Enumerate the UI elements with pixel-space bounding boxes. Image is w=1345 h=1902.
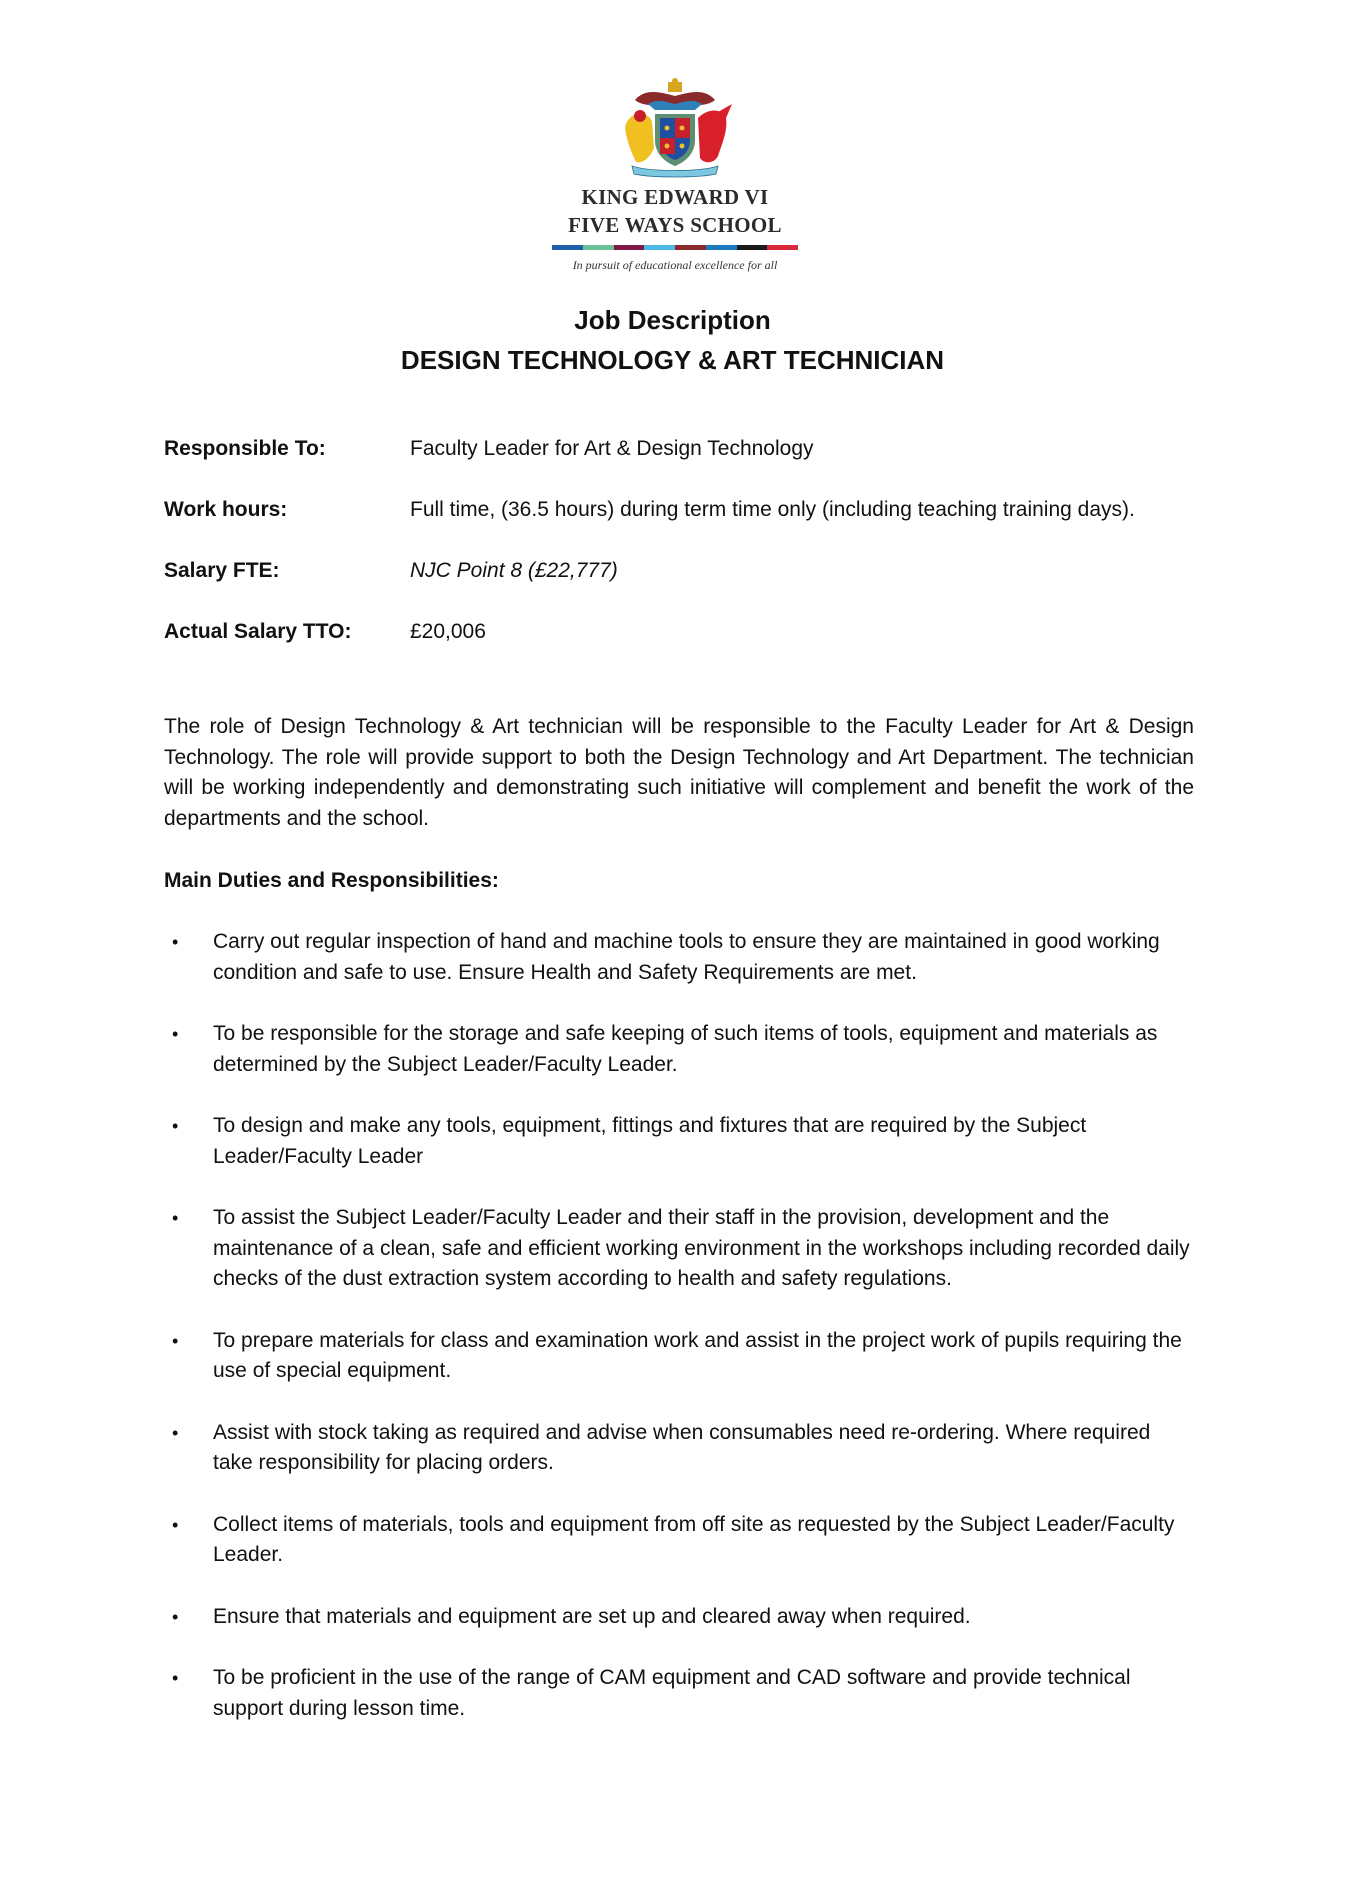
stripe-segment: [614, 245, 645, 250]
stripe-segment: [706, 245, 737, 250]
info-label: Salary FTE:: [164, 559, 280, 582]
info-row-work-hours: [164, 495, 1194, 525]
duty-item: [164, 1019, 1194, 1080]
info-label: Actual Salary TTO:: [164, 620, 352, 643]
duty-item: [164, 1510, 1194, 1571]
info-value: Full time, (36.5 hours) during term time only (including teaching training days).: [410, 498, 1135, 521]
duty-item: [164, 1418, 1194, 1479]
school-crest-icon: [600, 78, 750, 180]
school-motto: In pursuit of educational excellence for all: [572, 258, 778, 272]
title-job-description: Job Description: [574, 305, 771, 335]
duty-item: [164, 1203, 1194, 1295]
duty-text: To be proficient in the use of the range of CAM equipment and CAD software and provide technical support during lesson time.: [213, 1666, 1131, 1720]
duties-list: [164, 927, 1194, 1755]
duty-text: To assist the Subject Leader/Faculty Leader and their staff in the provision, development and the maintenance of a clean, safe and efficient working environment in the workshops including recorded daily checks of the dust extraction system according to health and safety regulations.: [213, 1206, 1190, 1290]
duty-text: Assist with stock taking as required and advise when consumables need re-ordering. Where required take responsibility for placing orders.: [213, 1420, 1151, 1474]
school-name-line1: KING EDWARD VI: [581, 185, 769, 209]
bullet-icon: •: [172, 1668, 179, 1688]
color-stripe: [552, 245, 798, 250]
bullet-icon: •: [172, 1024, 179, 1044]
duty-item: [164, 1326, 1194, 1387]
duties-heading: Main Duties and Responsibilities:: [164, 869, 499, 892]
duty-text: Carry out regular inspection of hand and machine tools to ensure they are maintained in good working condition and safe to use. Ensure Health and Safety Requirements are met.: [213, 930, 1160, 984]
bullet-icon: •: [172, 932, 179, 952]
duty-text: Collect items of materials, tools and equipment from off site as requested by the Subject Leader/Faculty Leader.: [213, 1512, 1175, 1566]
intro-paragraph: The role of Design Technology & Art technician will be responsible to the Faculty Leader for Art & Design Technology. The role will provide support to both the Design Technology and Art Department. The technician will be working independently and demonstrating such initiative will complement and benefit the work of the departments and the school.: [164, 715, 1194, 830]
bullet-icon: •: [172, 1208, 179, 1228]
bullet-icon: •: [172, 1116, 179, 1136]
school-name-line2: FIVE WAYS SCHOOL: [568, 213, 782, 237]
duty-text: To design and make any tools, equipment, fittings and fixtures that are required by the Subject Leader/Faculty Leader: [213, 1114, 1087, 1168]
school-logo: [540, 78, 810, 273]
info-row-responsible-to: [164, 434, 1194, 464]
info-label: Responsible To:: [164, 437, 326, 460]
document-title: [0, 300, 1345, 380]
info-row-actual-salary: [164, 617, 1194, 647]
bullet-icon: •: [172, 1422, 179, 1443]
info-value: NJC Point 8 (£22,777): [410, 559, 618, 582]
duty-item: [164, 1111, 1194, 1172]
duty-text: To be responsible for the storage and safe keeping of such items of tools, equipment and materials as determined by the Subject Leader/Faculty Leader.: [213, 1022, 1158, 1076]
bullet-icon: •: [172, 1606, 179, 1627]
stripe-segment: [767, 245, 798, 250]
duty-item: [164, 1602, 1194, 1633]
info-row-salary-fte: [164, 556, 1194, 586]
info-value: £20,006: [410, 620, 486, 643]
stripe-segment: [675, 245, 706, 250]
duty-text: To prepare materials for class and examination work and assist in the project work of pupils requiring the use of special equipment.: [213, 1328, 1182, 1382]
info-value: Faculty Leader for Art & Design Technology: [410, 437, 814, 460]
stripe-segment: [737, 245, 768, 250]
stripe-segment: [644, 245, 675, 250]
bullet-icon: •: [172, 1514, 179, 1535]
title-job-role: DESIGN TECHNOLOGY & ART TECHNICIAN: [400, 345, 945, 375]
duty-text: Ensure that materials and equipment are set up and cleared away when required.: [213, 1604, 971, 1628]
duty-item: [164, 927, 1194, 988]
bullet-icon: •: [172, 1330, 179, 1351]
job-info: [164, 434, 1194, 678]
stripe-segment: [552, 245, 583, 250]
info-label: Work hours:: [164, 498, 288, 521]
stripe-segment: [583, 245, 614, 250]
duty-item: [164, 1663, 1194, 1724]
